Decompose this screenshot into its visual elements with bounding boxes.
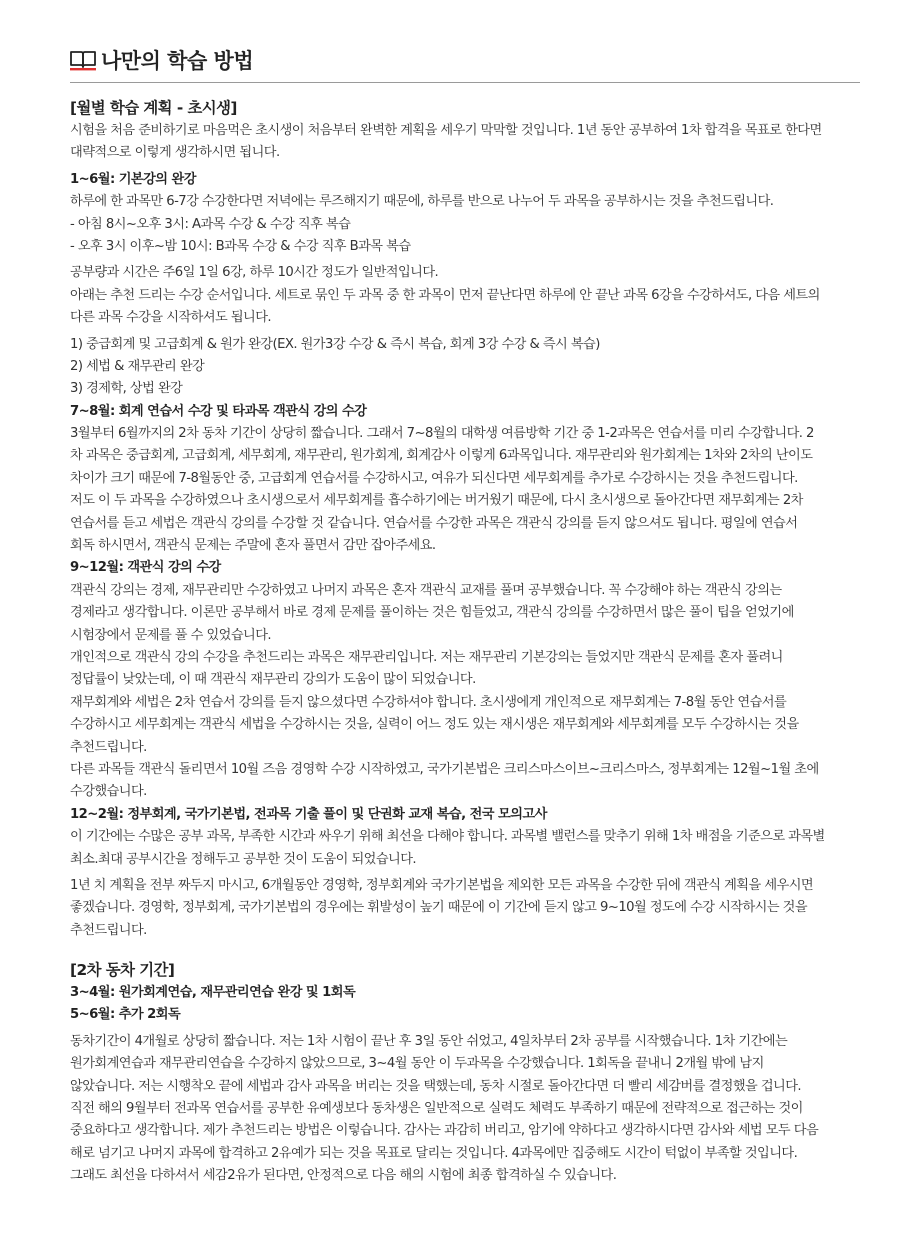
period-heading: 1~6월: 기본강의 완강 (70, 171, 196, 187)
study-plan-content (70, 96, 860, 1188)
list-item: 3) 경제학, 상법 완강 (70, 381, 183, 397)
paragraph-line: 해로 넘기고 나머지 과목에 합격하고 2유예가 되는 것을 목표로 달리는 것입니다. 4과목에만 집중해도 시간이 턱없이 부족할 것입니다. (70, 1145, 798, 1161)
paragraph-line: 시험을 처음 준비하기로 마음먹은 초시생이 처음부터 완벽한 계획을 세우기 막막할 것입니다. 1년 동안 공부하여 1차 합격을 목표로 한다면 (70, 123, 822, 138)
paragraph-line: 객관식 강의는 경제, 재무관리만 수강하였고 나머지 과목은 혼자 객관식 교재를 풀며 공부했습니다. 꼭 수강해야 하는 객관식 강의는 (70, 582, 782, 598)
paragraph-line: 이 기간에는 수많은 공부 과목, 부족한 시간과 싸우기 위해 최선을 다해야 합니다. 과목별 밸런스를 맞추기 위해 1차 배점을 기준으로 과목별 (70, 829, 825, 845)
paragraph-line: 원가회계연습과 재무관리연습을 수강하지 않았으므로, 3~4월 동안 이 두과목을 수강했습니다. 1회독을 끝내니 2개월 밖에 남지 (70, 1056, 764, 1072)
paragraph-line: 중요하다고 생각합니다. 제가 추천드리는 방법은 이렇습니다. 감사는 과감히 버리고, 암기에 약하다고 생각하시다면 감사와 세법 모두 다음 (70, 1123, 819, 1139)
open-book-icon (70, 49, 96, 71)
section-title-monthly-plan: [월별 학습 계획 - 초시생] (70, 99, 237, 117)
period-heading: 3~4월: 원가회계연습, 재무관리연습 완강 및 1회독 (70, 985, 356, 1001)
paragraph-line: 아래는 추천 드리는 수강 순서입니다. 세트로 묶인 두 과목 중 한 과목이 먼저 끝난다면 하루에 안 끝난 과목 6강을 수강하셔도, 다음 세트의 (70, 287, 820, 303)
paragraph-line: 3월부터 6월까지의 2차 동차 기간이 상당히 짧습니다. 그래서 7~8월의 대학생 여름방학 기간 중 1-2과목은 연습서를 미리 수강합니다. 2 (70, 426, 814, 442)
list-item: - 오후 3시 이후~밤 10시: B과목 수강 & 수강 직후 B과목 복습 (70, 238, 411, 254)
paragraph-line: 다른 과목들 객관식 돌리면서 10월 즈음 경영학 수강 시작하였고, 국가기본법은 크리스마스이브~크리스마스, 정부회계는 12월~1월 초에 (70, 761, 819, 777)
paragraph-line: 재무회계와 세법은 2차 연습서 강의를 듣지 않으셨다면 수강하셔야 합니다. 초시생에게 개인적으로 재무회계는 7-8월 동안 연습서를 (70, 694, 787, 710)
paragraph-line: 하루에 한 과목만 6-7강 수강한다면 저녁에는 루즈해지기 때문에, 하루를 반으로 나누어 두 과목을 공부하시는 것을 추천드립니다. (70, 194, 774, 210)
paragraph-line: 추천드립니다. (70, 922, 147, 938)
paragraph-line: 다른 과목 수강을 시작하셔도 됩니다. (70, 310, 272, 326)
paragraph-line: 수강하시고 세무회계는 객관식 세법을 수강하시는 것을, 실력이 어느 정도 있는 재시생은 재무회계와 세무회계를 모두 수강하시는 것을 (70, 717, 799, 733)
paragraph-line: 추천드립니다. (70, 739, 147, 755)
paragraph-line: 최소.최대 공부시간을 정해두고 공부한 것이 도움이 되었습니다. (70, 851, 417, 867)
paragraph-line: 좋겠습니다. 경영학, 정부회계, 국가기본법의 경우에는 휘발성이 높기 때문에 이 기간에 듣지 않고 9~10월 정도에 수강 시작하시는 것을 (70, 900, 808, 916)
paragraph-line: 공부량과 시간은 주6일 1일 6강, 하루 10시간 정도가 일반적입니다. (70, 265, 439, 281)
period-heading: 12~2월: 정부회계, 국가기본법, 전과목 기출 풀이 및 단권화 교재 복습, 전국 모의고사 (70, 806, 547, 822)
period-heading: 9~12월: 객관식 강의 수강 (70, 560, 221, 576)
paragraph-line: 저도 이 두 과목을 수강하였으나 초시생으로서 세무회계를 흡수하기에는 버거웠기 때문에, 다시 초시생으로 돌아간다면 재무회계는 2차 (70, 493, 803, 509)
paragraph-line: 차 과목은 중급회계, 고급회계, 세무회계, 재무관리, 원가회계, 회계감사 이렇게 6과목입니다. 재무관리와 원가회계는 1차와 2차의 난이도 (70, 448, 813, 464)
paragraph-line: 수강했습니다. (70, 784, 147, 800)
paragraph-line: 개인적으로 객관식 강의 수강을 추천드리는 과목은 재무관리입니다. 저는 재무관리 기본강의는 들었지만 객관식 문제를 혼자 풀려니 (70, 649, 783, 665)
paragraph-line: 1년 치 계획을 전부 짜두지 마시고, 6개월동안 경영학, 정부회계와 국가기본법을 제외한 모든 과목을 수강한 뒤에 객관식 계획을 세우시면 (70, 877, 814, 893)
paragraph-line: 시험장에서 문제를 풀 수 있었습니다. (70, 627, 272, 643)
paragraph-line: 연습서를 듣고 세법은 객관식 강의를 수강할 것 같습니다. 연습서를 수강한 과목은 객관식 강의를 듣지 않으셔도 됩니다. 평일에 연습서 (70, 515, 798, 531)
paragraph-line: 정답률이 낮았는데, 이 때 객관식 재무관리 강의가 도움이 많이 되었습니다. (70, 672, 476, 688)
paragraph-line: 그래도 최선을 다하셔서 세감2유가 된다면, 안정적으로 다음 해의 시험에 최종 합격하실 수 있습니다. (70, 1168, 617, 1184)
paragraph-line: 동차기간이 4개월로 상당히 짧습니다. 저는 1차 시험이 끝난 후 3일 동안 쉬었고, 4일차부터 2차 공부를 시작했습니다. 1차 기간에는 (70, 1033, 788, 1049)
list-item: 2) 세법 & 재무관리 완강 (70, 358, 205, 374)
period-heading: 5~6월: 추가 2회독 (70, 1007, 181, 1023)
list-item: - 아침 8시~오후 3시: A과목 수강 & 수강 직후 복습 (70, 216, 351, 232)
period-heading: 7~8월: 회계 연습서 수강 및 타과목 객관식 강의 수강 (70, 403, 367, 419)
paragraph-line: 않았습니다. 저는 시행착오 끝에 세법과 감사 과목을 버리는 것을 택했는데, 동차 시절로 돌아간다면 더 빨리 세감버를 결정했을 겁니다. (70, 1078, 802, 1094)
paragraph-line: 경제라고 생각합니다. 이론만 공부해서 바로 경제 문제를 풀이하는 것은 힘들었고, 객관식 강의를 수강하면서 많은 풀이 팁을 얻었기에 (70, 605, 794, 621)
paragraph-line: 직전 해의 9월부터 전과목 연습서를 공부한 유예생보다 동차생은 일반적으로 실력도 체력도 부족하기 때문에 전략적으로 접근하는 것이 (70, 1101, 803, 1117)
list-item: 1) 중급회계 및 고급회계 & 원가 완강(EX. 원가3강 수강 & 즉시 복습, 회계 3강 수강 & 즉시 복습) (70, 336, 600, 352)
paragraph-line: 대략적으로 이렇게 생각하시면 됩니다. (70, 145, 280, 161)
page-header (70, 44, 860, 83)
section-title-second-exam: [2차 동차 기간] (70, 961, 175, 980)
page-title: 나만의 학습 방법 (101, 49, 254, 73)
paragraph-line: 회독 하시면서, 객관식 문제는 주말에 혼자 풀면서 감만 잡아주세요. (70, 538, 436, 554)
paragraph-line: 차이가 크기 때문에 7-8월동안 중, 고급회계 연습서를 수강하시고, 여유가 되신다면 세무회계를 추가로 수강하시는 것을 추천드립니다. (70, 470, 798, 486)
